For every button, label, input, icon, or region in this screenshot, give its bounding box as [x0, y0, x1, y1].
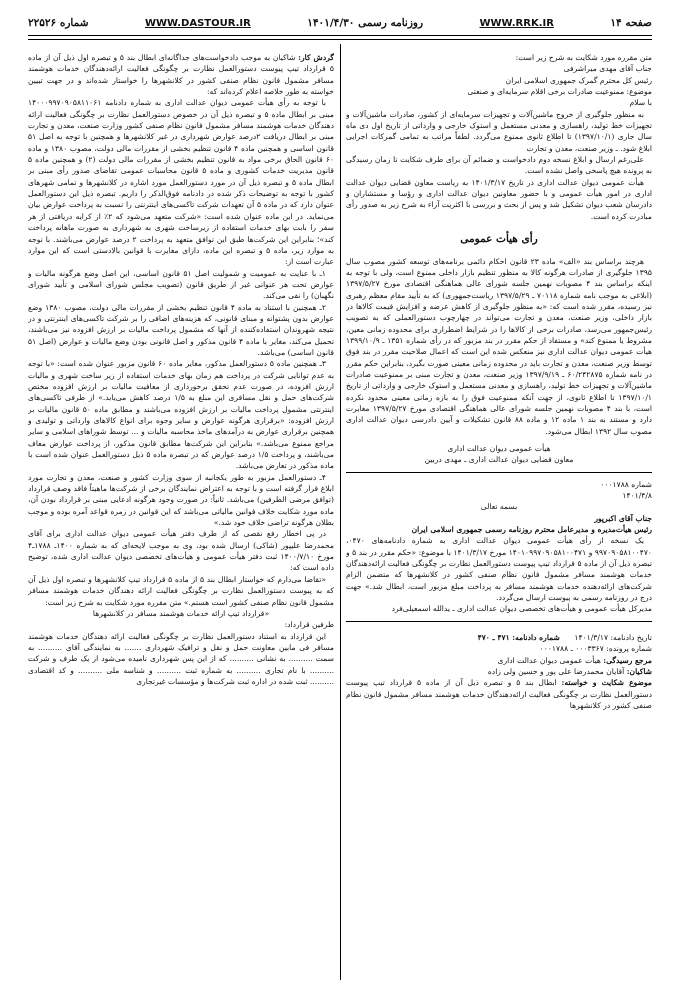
page-number: صفحه ۱۴ [610, 17, 652, 29]
contract-parties-label: طرفین قرارداد: [284, 620, 334, 630]
text-line: رئیس کل محترم گمرک جمهوری اسلامی ایران [505, 75, 652, 85]
dossier-authority: هیأت عمومی دیوان عدالت اداری [497, 655, 601, 665]
section-separator [346, 472, 652, 473]
dossier-authority-label: مرجع رسیدگی: [603, 655, 652, 665]
header-rule-double [28, 39, 652, 40]
newspaper-date: روزنامه رسمی ۱۴۰۱/۴/۳۰ [307, 17, 424, 29]
signature-line: معاون قضایی دیوان عدالت اداری ـ مهدی دربین [424, 455, 574, 465]
contract-parties: این قرارداد به استناد دستورالعمل نظارت بر چگونگی فعالیت ارائه دهندگان خدمات هوشمند مسافر فی مابین معاونت حمل و نقل و ترافیک شهرداری ....... به نمایندگی آقای .......... به سمت .......... به نشانی .......... که از این پس شهرداری نامیده می‌شود از یک طرف و شرکت .......... با نام تجاری .......... به شماره ثبت .......... و شناسه ملی .......... و کد اقتصادی .......... ثبت شده در اداره ثبت شرکت‌ها و مؤسسات غیرتجاری [28, 631, 334, 686]
paragraph: هیأت عمومی دیوان عدالت اداری در تاریخ ۱۴۰۱/۳/۱۷ به ریاست معاون قضایی دیوان عدالت اداری در امور هیأت عمومی و با حضور معاونین دیوان عدالت اداری و رؤسا و مستشاران و دادرسان شعب دیوان تشکیل شد و پس از بحث و بررسی با اکثریت آراء به شرح زیر به صدور رأی مبادرت کرده است. [346, 177, 652, 221]
workflow-label: گردش کار: [298, 53, 334, 62]
site-link-dastour[interactable]: WWW.DASTOUR.IR [144, 17, 251, 29]
letter-addressee-title: رئیس هیأت‌مدیره و مدیرعامل محترم روزنامه رسمی جمهوری اسلامی ایران [411, 525, 652, 535]
header-rule [28, 35, 652, 36]
column-divider [340, 44, 341, 980]
letter-number: شماره ۰۰۰۱۷۸۸ [600, 479, 652, 489]
dossier-block [346, 632, 652, 711]
list-item: ۳ـ همچنین ماده ۵ دستورالعمل مذکور، مغایر ماده ۶۰ قانون مزبور عنوان شده است: «با توجه به عدم توانایی شرکت در پرداخت هم زمان بهای خدمات استفاده از زیر ساخت شهری و مالیات ارزش افزوده، در صورت عدم تحقق برخورداری از معافیت مالیات بر ارزش افزوده مختص شرکت‌های حمل و نقل مسافری این مبلغ به ۱/۵ درصد کاهش می‌یابد.» از طرفی تاکسی‌های اینترنتی مشمول پرداخت مالیات بر ارزش افزوده می‌باشند و مطابق ماده ۵۰ قانون مالیات بر ارزش افزوده: «برقراری هرگونه عوارض و سایر وجوه برای انواع کالاهای وارداتی و تولیدی و همچنین برقراری عوارض به درآمدهای ماخذ محاسبه مالیات و ... توسط شوراهای اسلامی و سایر مراجع ممنوع می‌باشد.» بنابراین این شرکت‌ها مطابق قانون مذکور، از پرداخت عوارض معاف می‌باشند، و پرداخت ۱/۵ درصد عوارض که در تبصره ماده ۵ ذیل دستورالعمل عنوان شده است با ماده مذکور در تعارض می‌باشد. [28, 359, 334, 471]
letter-date: ۱۴۰۱/۴/۸ [622, 491, 652, 501]
text-line: با سلام [629, 98, 652, 108]
section-separator [346, 621, 652, 622]
left-column [28, 52, 334, 982]
dossier-number: شماره دادنامه: ۴۷۱ ـ ۴۷۰ [477, 632, 560, 642]
page-header [28, 14, 652, 32]
signature-line: هیأت عمومی دیوان عدالت اداری [447, 444, 551, 453]
dossier-plaintiffs-label: شاکیان: [626, 666, 652, 676]
list-item: ۴ـ دستورالعمل مزبور به طور یکجانبه از سوی وزارت کشور و صنعت، معدن و تجارت مورد ابلاغ قرار گرفته است و با توجه به اعتراض نمایندگان برخی از شرکت‌ها ماهیتاً فاقد وصف قرارداد (توافق مرضی الطرفین) می‌باشد. ثانیاً: در صورت وجود هرگونه ادعایی مبنی بر قرارداد بودن آن، ماده مورد شکایت خلاف قوانین مالیاتی می‌باشد که این قوانین در زمره قواعد آمره بوده و موجب بطلان هرگونه تراضی خلاف خود شد.» [28, 472, 334, 528]
list-item: ۱ـ با عنایت به عمومیت و شمولیت اصل ۵۱ قانون اساسی، این اصل وضع هرگونه مالیات و عوارض تحت هر عنوانی غیر از طریق قانون (تصویب مجلس شورای اسلامی و تأیید شورای نگهبان) را نفی می‌کند. [28, 268, 334, 301]
site-link-rrk[interactable]: WWW.RRK.IR [479, 17, 554, 29]
text-line: موضوع: ممنوعیت صادرات برخی اقلام سرمایه‌ای و صنعتی [467, 87, 652, 97]
letter-signer: مدیرکل هیأت عمومی و هیأت‌های تخصصی دیوان عدالت اداری ـ یدالله اسمعیلی‌فرد [391, 604, 652, 614]
contract-title: «قرارداد تیپ ارائه خدمات هوشمند مسافر در کلانشهرها [92, 608, 270, 618]
list-item: «تقاضا می‌دارم که خواستار ابطال بند ۵ از ماده ۵ قرارداد تیپ کلانشهرها و تبصره اول ذیل آن که به پیوست دستورالعمل نظارت بر چگونگی فعالیت ارائه دهندگان خدمات هوشمند مسافر مشمول قانون نظام صنفی کشور است هستم.» متن مقرره مورد شکایت به شرح زیر است: [28, 574, 334, 607]
ruling-text: هرچند براساس بند «الف» ماده ۲۳ قانون احکام دائمی برنامه‌های توسعه کشور مصوب سال ۱۳۹۵ جلوگیری از صادرات هرگونه کالا به منظور تنظیم بازار داخلی ممنوع است، ولی با توجه به اینکه براساس بند ۴ مصوبات نهمین جلسه شورای عالی هماهنگی اقتصادی مورخ ۱۳۹۷/۵/۲۷ (ابلاغی به موجب نامه شماره ۷۰۱۱۸ ـ ۱۳۹۷/۵/۲۹ ریاست‌جمهوری) که به تأیید مقام معظم رهبری نیز رسیده، مقرر شده است که: «به منظور جلوگیری از کاهش عرضه و افزایش قیمت کالاها در بازار داخلی، وزیر صنعت، معدن و تجارت می‌تواند در چهارچوب دستورالعملی که به تصویب رئیس‌جمهور می‌رسد، صادرات برخی از کالاها را در شرایط اضطراری برای محدوده زمانی معین، مشروط یا ممنوع کند» و مستفاد از حکم مقرر در بند مزبور که در رأی شماره ۱۳۵۱ ـ ۱۳۹۹/۱۰/۹ هیأت عمومی دیوان عدالت اداری نیز منعکس شده این است که اعمال صلاحیت مقرر در بند فوق توسط وزیر صنعت، معدن و تجارت باید در محدوده زمانی معینی صورت بگیرد، بنابراین حکم مقرر در نامه شماره ۶۰/۲۴۲۸۷۵ ـ ۱۳۹۷/۹/۱۹ وزیر صنعت، معدن و تجارت مبنی بر ممنوعیت صادرات ماشین‌آلات و تجهیزات خط تولید، راهسازی و معدنی مستعمل و استوک خارجی و وارداتی از تاریخ ۱۳۹۷/۱۰/۱ تا اطلاع ثانوی، از جهت آنکه ممنوعیت فوق را به بازه زمانی معینی محدود نکرده است، با بند ۴ مصوبات نهمین جلسه شورای عالی هماهنگی اقتصادی مورخ ۱۳۹۷/۵/۲۷ مغایرت دارد و مستند به بند ۱ ماده ۱۲ و ماده ۸۸ قانون تشکیلات و آیین دادرسی دیوان عدالت اداری مصوب سال ۱۳۹۲ ابطال می‌شود. [346, 256, 652, 436]
list-item: ۲ـ همچنین با استناد به ماده ۴ قانون تنظیم بخشی از مقررات مالی دولت، مصوب ۱۳۸۰ وضع عوارض بدون پشتوانه و مبنای قانونی، که هزینه‌های اضافی را بر شرکت تاکسی‌های اینترنتی و در نتیجه شهروندان استفاده‌کننده از آنها که مشمول پرداخت مالیات بر ارزش افزوده نیز می‌باشند، تحمیل می‌کند، مغایر با ماده ۴ قانون مذکور و اصل قانونی بودن وضع مالیات و عوارض (اصل ۵۱ قانون اساسی) می‌باشد. [28, 302, 334, 357]
letter-addressee: جناب آقای اکبرپور [594, 513, 652, 523]
dossier-date: تاریخ دادنامه: ۱۴۰۱/۳/۱۷ [574, 632, 652, 642]
letter-body: یک نسخه از رأی هیأت عمومی دیوان عدالت اداری به شماره دادنامه‌های ۰۴۷۰، ۹۹۷۰۹۰۵۸۱۰۰۴۷۰ و ۱۴۰۱۰۹۹۷۰۹۰۵۸۱۰۰۴۷۱ مورخ ۱۴۰۱/۳/۱۷ با موضوع: «حکم مقرر در بند ۵ و تبصره ذیل آن از ماده ۵ قرارداد تیپ پیوست دستورالعمل نظارت بر چگونگی فعالیت ارائه‌دهندگان خدمات هوشمند مسافر مشمول قانون نظام صنفی کشور در کلانشهرها که متضمن الزام شرکت‌های ارائه‌دهنده خدمات هوشمند مسافر به پرداخت مبلغ مزبور است، ابطال شد.» جهت درج در روزنامه رسمی به پیوست ارسال می‌گردد. [346, 536, 652, 603]
letter-basmala: بسمه تعالی [480, 502, 518, 512]
paragraph: با توجه به رأی هیأت عمومی دیوان عدالت اداری به شماره دادنامه ۱۴۰۰۰۹۹۷۰۹۰۵۸۱۱۰۶۱ مبنی بر ابطال ماده ۵ و تبصره ذیل آن در خصوص دستورالعمل نظارت بر چگونگی فعالیت ارائه دهندگان خدمات هوشمند مسافر مشمول قانون نظام صنفی کشور وزارت صنعت، معدن و تجارت مبنی بر ابطال دریافت ۲درصد عوارض شهرداری در غیر کلانشهرها و همچنین با توجه به اصل ۵۱ قانون اساسی و همچنین ماده ۴ قانون تنظیم بخشی از مقررات مالی دولت، مصوب ۱۳۸۰ و ماده ۶۰ قانون الحاق برخی مواد به قانون تنظیم بخشی از مقررات مالی دولت (۲) و همچنین ماده ۵ قانون مدیریت خدمات کشوری و ماده ۵ قانون محاسبات عمومی تقاضای صدور رأی مبنی بر ابطال ماده ۵ و تبصره ذیل آن در مورد دستورالعمل مورد اشاره در کلانشهرها و تمامی شهرهای کشور با توجه به توضیحات ذکر شده در دادنامه فوق‌الذکر را داریم. تبصره ذیل این دستورالعمل عنوان دارد که در ماده ۵ آن تعهدات شرکت تاکسی‌های اینترنتی را نسبت به پرداخت عوارض بیان می‌نماید. در این ماده عنوان شده است: «شرکت متعهد می‌شود که ۲٪ از کرایه دریافتی از هر سفر را بابت بهای خدمات استفاده از زیرساخت شهری به شهرداری به صورت ماهانه پرداخت کند»؛ بنابراین این شرکت‌ها طبق این توافق متعهد به پرداخت ۲ درصد عوارض می‌باشند. با توجه به موارد زیر، ماده ۵ و تبصره این ماده، دارای مغایرت با قوانین بالادستی است که این موارد عبارت است از: [28, 98, 334, 267]
ruling-heading: رأی هیأت عمومی [460, 233, 538, 246]
text-line: متن مقرره مورد شکایت به شرح زیر است: [515, 53, 652, 62]
paragraph: به منظور جلوگیری از خروج ماشین‌آلات و تجهیزات سرمایه‌ای از کشور، صادرات ماشین‌آلات و تجهیزات خط تولید، راهسازی و معدنی مستعمل و استوک خارجی و وارداتی از تاریخ اول دی ماه سال جاری (۱۳۹۷/۱۰/۱) تا اطلاع ثانوی ممنوع می‌گردد. لطفاً مراتب به تمامی گمرکات اجرایی ابلاغ شود. ـ وزیر صنعت، معدن و تجارت [346, 109, 652, 153]
paragraph: علی‌رغم ارسال و ابلاغ نسخه دوم دادخواست و ضمائم آن برای طرف شکایت تا زمان رسیدگی به پرونده هیچ پاسخی واصل نشده است. [346, 155, 652, 176]
dossier-subject-label: موضوع شکایت و خواسته: [561, 678, 652, 688]
dossier-plaintiffs: آقایان محمدرضا علی پور و حسین ولی زاده [487, 666, 625, 676]
dossier-file-number: شماره پرونده: ۰۰۰۳۳۶۷ ـ ۰۰۰۱۷۸۸ [539, 644, 652, 654]
issue-number: شماره ۲۲۵۲۶ [28, 17, 89, 29]
text-line: جناب آقای مهدی میراشرفی [563, 64, 652, 74]
dossier-subject: ابطال بند ۵ و تبصره ذیل آن از ماده ۵ قرارداد تیپ پیوست دستورالعمل نظارت بر چگونگی فعالیت ارائه‌دهندگان خدمات هوشمند مسافر مشمول قانون نظام صنفی کشور در کلانشهرها [346, 678, 652, 710]
workflow-intro: شاکیان به موجب دادخواست‌های جداگانه‌ای ابطال بند ۵ و تبصره اول ذیل آن از ماده ۵ قرارداد تیپ پیوست دستورالعمل نظارت بر چگونگی فعالیت ارائه‌دهندگان خدمات هوشمند مسافر مشمول قانون نظام صنفی کشور در کلانشهرها را خواستار شده‌اند و در جهت تبیین خواسته به طور خلاصه اعلام کرده‌اند که: [28, 53, 334, 97]
list-item: در پی اخطار رفع نقصی که از طرف دفتر هیأت عمومی دیوان عدالت اداری برای آقای محمدرضا علیپور (شاکی) ارسال شده بود، وی به موجب لایحه‌ای که به شماره ۱۴۰۰ـ ۱۷۸۸ـ۴ مورخ ۱۴۰۰/۷/۱۰ ثبت دفتر هیأت عمومی و هیأت‌های تخصصی دیوان عدالت اداری شده، توضیح داده است که: [28, 529, 334, 573]
right-column [346, 52, 652, 982]
